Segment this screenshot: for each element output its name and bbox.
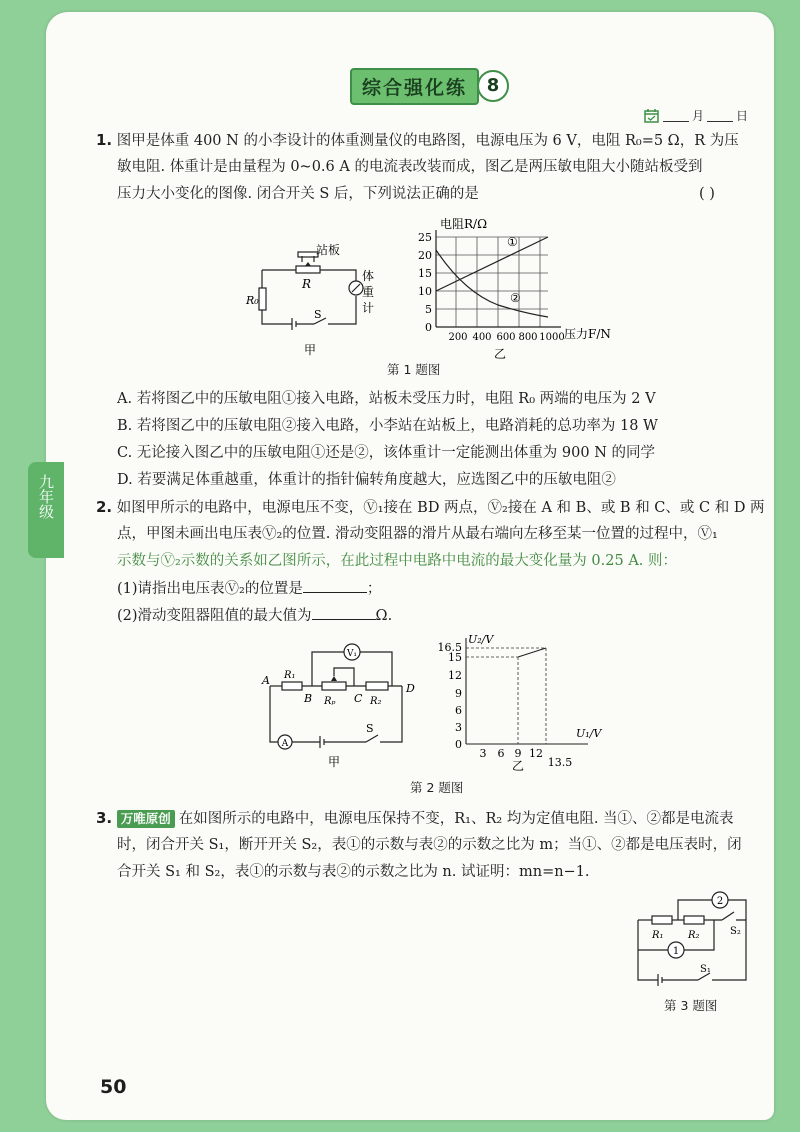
x-tick: 3	[479, 747, 487, 760]
x-tick: 600	[496, 332, 516, 343]
q2-sub1-end: ；	[366, 581, 382, 597]
title-text: 综合强化练	[350, 68, 479, 105]
q3-line1	[96, 805, 734, 833]
x-tick: 1000	[539, 332, 565, 343]
s1-label: S₁	[700, 964, 711, 975]
q2-sub2-end: Ω.	[375, 608, 393, 624]
q2-caption: 第 2 题图	[410, 780, 464, 795]
q1-option-d[interactable]: D. 若要满足体重越重，体重计的指针偏转角度越大，应选图乙中的压敏电阻②	[117, 472, 616, 488]
q1-caption: 第 1 题图	[387, 362, 441, 377]
month-blank[interactable]	[663, 109, 689, 122]
q2-text-1: 如图甲所示的电路中，电源电压不变，Ⓥ₁接在 BD 两点，Ⓥ₂接在 A 和 B、或 B 和 C、或 C 和 D 两	[116, 500, 765, 516]
node-c: C	[354, 692, 363, 705]
meter-label-1: 体	[362, 269, 375, 283]
fig-yi-label: 乙	[494, 347, 507, 361]
station-board-label: 站板	[316, 243, 341, 257]
y-tick: 6	[455, 704, 462, 717]
q3-line2: 时，闭合开关 S₁，断开开关 S₂，表①的示数与表②的示数之比为 m；当①、②都是电压表时，闭	[117, 837, 742, 853]
q3-line3: 合开关 S₁ 和 S₂，表①的示数与表②的示数之比为 n. 试证明：mn=n−1.	[117, 864, 590, 880]
y-tick: 0	[455, 738, 462, 751]
y-tick: 5	[425, 303, 432, 316]
y-tick: 20	[418, 249, 432, 262]
q2-sub2-blank[interactable]	[312, 619, 376, 620]
y-tick: 12	[448, 669, 462, 682]
q2-line2: 点，甲图未画出电压表Ⓥ₂的位置. 滑动变阻器的滑片从最右端向左移至某一位置的过程中，Ⓥ₁	[117, 526, 718, 542]
grade-label: 九年级	[37, 474, 55, 519]
y-axis-label: U₂/V	[468, 633, 494, 646]
meter-label-3: 计	[362, 301, 375, 315]
x-tick: 13.5	[547, 756, 573, 769]
q1-answer-paren[interactable]: ( )	[699, 186, 715, 202]
y-tick: 3	[455, 721, 462, 734]
q1-text-1: 图甲是体重 400 N 的小李设计的体重测量仪的电路图，电源电压为 6 V，电阻 R₀=5 Ω，R 为压	[116, 133, 739, 149]
date-field	[644, 107, 748, 124]
x-axis-label: U₁/V	[576, 727, 602, 740]
q1-circuit-jia	[246, 238, 375, 358]
grade-side-tab	[28, 462, 64, 558]
rp-label: Rₚ	[324, 696, 336, 707]
meter-2-label: 2	[716, 896, 724, 907]
node-d: D	[406, 682, 415, 695]
y-tick-labels	[418, 231, 432, 334]
y-tick: 9	[455, 687, 462, 700]
switch-label: S	[314, 308, 322, 321]
x-axis-label: 压力F/N	[564, 327, 611, 341]
q1-option-a[interactable]: A. 若将图乙中的压敏电阻①接入电路，站板未受压力时，电阻 R₀ 两端的电压为 2 V	[117, 391, 656, 407]
q1-option-c[interactable]: C. 无论接入图乙中的压敏电阻①还是②，该体重计一定能测出体重为 900 N 的同学	[117, 445, 655, 461]
page-number: 50	[100, 1076, 127, 1098]
q2-line1	[96, 494, 765, 522]
x-tick: 200	[448, 332, 468, 343]
y-tick-labels	[438, 641, 463, 751]
x-tick: 9	[514, 747, 522, 760]
q2-number: 2.	[96, 498, 113, 516]
x-tick: 12	[529, 747, 543, 760]
q1-number: 1.	[96, 131, 113, 149]
q3-circuit	[630, 886, 754, 990]
y-tick: 16.5	[437, 641, 462, 654]
curve-2-label: ②	[510, 291, 521, 305]
section-title	[350, 70, 509, 102]
q2-sub2-text: (2)滑动变阻器阻值的最大值为	[117, 608, 312, 624]
day-blank[interactable]	[707, 109, 733, 122]
r0-label: R₀	[246, 294, 259, 307]
r1-label: R₁	[652, 930, 664, 941]
q1-graph-yi	[406, 212, 626, 364]
x-tick-labels	[480, 747, 573, 769]
node-b: B	[304, 692, 313, 705]
s2-label: S₂	[730, 926, 741, 937]
q1-line3: 压力大小变化的图像. 闭合开关 S 后，下列说法正确的是	[117, 186, 479, 202]
q2-sub1	[117, 576, 381, 603]
r1-label: R₁	[284, 670, 296, 681]
x-tick: 6	[497, 747, 505, 760]
q1-line2: 敏电阻. 体重计是由量程为 0~0.6 A 的电流表改装而成，图乙是两压敏电阻大小随站板受到	[117, 159, 703, 175]
fig-jia-label: 甲	[328, 755, 341, 769]
q3-number: 3.	[96, 809, 113, 827]
q2-sub1-blank[interactable]	[303, 592, 367, 593]
q1-line1	[96, 127, 739, 155]
day-label: 日	[736, 109, 749, 123]
r-label: R	[302, 277, 312, 291]
fig-jia-label: 甲	[304, 343, 317, 357]
r2-label: R₂	[370, 696, 382, 707]
y-tick: 10	[418, 285, 432, 298]
q2-line3: 示数与Ⓥ₂示数的关系如乙图所示，在此过程中电路中电流的最大变化量为 0.25 A. 则：	[117, 553, 678, 569]
q2-circuit-jia	[262, 640, 422, 770]
title-number: 8	[477, 70, 509, 102]
x-tick: 400	[472, 332, 492, 343]
y-tick: 15	[418, 267, 432, 280]
calendar-icon	[644, 108, 660, 123]
x-tick: 800	[518, 332, 538, 343]
node-a: A	[262, 674, 270, 687]
y-tick: 25	[418, 231, 432, 244]
x-tick-labels	[448, 332, 564, 343]
original-badge: 万唯原创	[117, 810, 175, 828]
ammeter-label: A	[281, 739, 289, 749]
meter-1-label: 1	[672, 946, 680, 957]
q2-graph-yi	[428, 630, 618, 775]
switch-label: S	[366, 722, 374, 735]
y-tick: 0	[425, 321, 432, 334]
y-axis-label: 电阻R/Ω	[440, 217, 488, 231]
month-label: 月	[692, 109, 705, 123]
fig-yi-label: 乙	[512, 759, 525, 773]
q3-caption: 第 3 题图	[664, 998, 718, 1013]
q2-sub2	[117, 603, 392, 630]
v1-meter-label: V₁	[346, 649, 358, 659]
r2-label: R₂	[688, 930, 700, 941]
y-tick: 15	[448, 651, 462, 664]
q2-sub1-text: (1)请指出电压表Ⓥ₂的位置是	[117, 581, 303, 597]
meter-label-2: 重	[362, 285, 375, 299]
curve-1-label: ①	[507, 235, 518, 249]
q3-text-1: 在如图所示的电路中，电源电压保持不变，R₁、R₂ 均为定值电阻. 当①、②都是电流表	[178, 811, 734, 827]
q1-option-b[interactable]: B. 若将图乙中的压敏电阻②接入电路，小李站在站板上，电路消耗的总功率为 18 W	[117, 418, 658, 434]
